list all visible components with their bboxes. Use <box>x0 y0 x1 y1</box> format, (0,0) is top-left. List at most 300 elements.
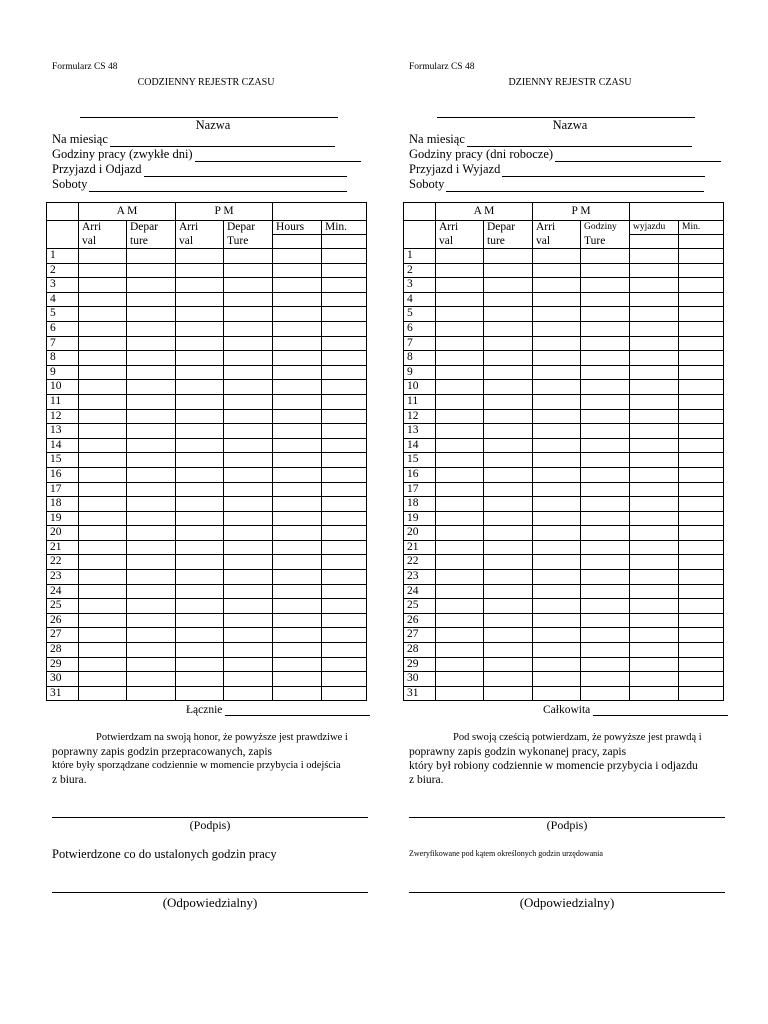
time-entry-cell[interactable] <box>273 628 322 643</box>
time-entry-cell[interactable] <box>630 351 679 366</box>
time-entry-cell[interactable] <box>581 584 630 599</box>
time-entry-cell[interactable] <box>127 365 176 380</box>
time-entry-cell[interactable] <box>436 686 484 701</box>
time-entry-cell[interactable] <box>679 336 724 351</box>
time-entry-cell[interactable] <box>273 409 322 424</box>
time-entry-cell[interactable] <box>581 686 630 701</box>
time-entry-cell[interactable] <box>581 657 630 672</box>
time-entry-cell[interactable] <box>679 482 724 497</box>
time-entry-cell[interactable] <box>322 438 367 453</box>
time-entry-cell[interactable] <box>224 321 273 336</box>
total-field[interactable] <box>186 704 370 716</box>
time-entry-cell[interactable] <box>127 497 176 512</box>
time-entry-cell[interactable] <box>679 365 724 380</box>
time-entry-cell[interactable] <box>679 249 724 264</box>
time-entry-cell[interactable] <box>176 365 224 380</box>
time-entry-cell[interactable] <box>127 307 176 322</box>
time-entry-cell[interactable] <box>176 278 224 293</box>
field-arrival-departure-line[interactable] <box>502 166 705 177</box>
time-entry-cell[interactable] <box>224 555 273 570</box>
field-work-hours-line[interactable] <box>195 151 361 162</box>
time-entry-cell[interactable] <box>533 643 581 658</box>
time-entry-cell[interactable] <box>127 643 176 658</box>
time-entry-cell[interactable] <box>484 438 533 453</box>
time-entry-cell[interactable] <box>79 686 127 701</box>
time-entry-cell[interactable] <box>79 278 127 293</box>
time-entry-cell[interactable] <box>79 511 127 526</box>
time-entry-cell[interactable] <box>273 686 322 701</box>
time-entry-cell[interactable] <box>630 409 679 424</box>
time-entry-cell[interactable] <box>533 365 581 380</box>
time-entry-cell[interactable] <box>273 672 322 687</box>
time-entry-cell[interactable] <box>224 686 273 701</box>
time-entry-cell[interactable] <box>436 453 484 468</box>
time-entry-cell[interactable] <box>630 584 679 599</box>
time-entry-cell[interactable] <box>322 672 367 687</box>
time-entry-cell[interactable] <box>533 263 581 278</box>
time-entry-cell[interactable] <box>273 394 322 409</box>
time-entry-cell[interactable] <box>581 540 630 555</box>
time-entry-cell[interactable] <box>630 365 679 380</box>
time-entry-cell[interactable] <box>127 657 176 672</box>
time-entry-cell[interactable] <box>176 409 224 424</box>
time-entry-cell[interactable] <box>436 657 484 672</box>
time-entry-cell[interactable] <box>436 278 484 293</box>
time-entry-cell[interactable] <box>679 584 724 599</box>
time-entry-cell[interactable] <box>436 570 484 585</box>
time-entry-cell[interactable] <box>630 511 679 526</box>
time-entry-cell[interactable] <box>79 409 127 424</box>
time-entry-cell[interactable] <box>533 482 581 497</box>
time-entry-cell[interactable] <box>581 438 630 453</box>
time-entry-cell[interactable] <box>127 438 176 453</box>
time-entry-cell[interactable] <box>176 599 224 614</box>
time-entry-cell[interactable] <box>176 263 224 278</box>
time-entry-cell[interactable] <box>679 511 724 526</box>
time-entry-cell[interactable] <box>581 467 630 482</box>
time-entry-cell[interactable] <box>322 453 367 468</box>
time-entry-cell[interactable] <box>79 365 127 380</box>
time-entry-cell[interactable] <box>484 555 533 570</box>
time-entry-cell[interactable] <box>322 278 367 293</box>
time-entry-cell[interactable] <box>630 380 679 395</box>
time-entry-cell[interactable] <box>533 613 581 628</box>
time-entry-cell[interactable] <box>679 613 724 628</box>
time-entry-cell[interactable] <box>581 249 630 264</box>
time-entry-cell[interactable] <box>533 249 581 264</box>
time-entry-cell[interactable] <box>176 540 224 555</box>
time-entry-cell[interactable] <box>79 380 127 395</box>
time-entry-cell[interactable] <box>224 351 273 366</box>
time-entry-cell[interactable] <box>679 628 724 643</box>
time-entry-cell[interactable] <box>176 526 224 541</box>
time-entry-cell[interactable] <box>273 555 322 570</box>
time-entry-cell[interactable] <box>224 628 273 643</box>
time-entry-cell[interactable] <box>273 365 322 380</box>
time-entry-cell[interactable] <box>581 263 630 278</box>
time-entry-cell[interactable] <box>436 394 484 409</box>
time-entry-cell[interactable] <box>484 351 533 366</box>
total-line[interactable] <box>593 705 728 716</box>
time-entry-cell[interactable] <box>533 307 581 322</box>
time-entry-cell[interactable] <box>533 380 581 395</box>
time-entry-cell[interactable] <box>484 263 533 278</box>
time-entry-cell[interactable] <box>273 467 322 482</box>
time-entry-cell[interactable] <box>224 511 273 526</box>
time-entry-cell[interactable] <box>79 321 127 336</box>
time-entry-cell[interactable] <box>273 657 322 672</box>
time-entry-cell[interactable] <box>581 336 630 351</box>
time-entry-cell[interactable] <box>581 672 630 687</box>
time-entry-cell[interactable] <box>581 482 630 497</box>
time-entry-cell[interactable] <box>79 555 127 570</box>
time-entry-cell[interactable] <box>533 497 581 512</box>
time-entry-cell[interactable] <box>484 613 533 628</box>
time-entry-cell[interactable] <box>322 643 367 658</box>
time-entry-cell[interactable] <box>436 438 484 453</box>
time-entry-cell[interactable] <box>630 249 679 264</box>
time-entry-cell[interactable] <box>273 613 322 628</box>
time-entry-cell[interactable] <box>630 540 679 555</box>
time-entry-cell[interactable] <box>127 453 176 468</box>
time-entry-cell[interactable] <box>127 278 176 293</box>
time-entry-cell[interactable] <box>127 540 176 555</box>
time-entry-cell[interactable] <box>630 336 679 351</box>
time-entry-cell[interactable] <box>436 584 484 599</box>
time-entry-cell[interactable] <box>224 570 273 585</box>
time-entry-cell[interactable] <box>127 467 176 482</box>
time-entry-cell[interactable] <box>79 526 127 541</box>
time-entry-cell[interactable] <box>176 321 224 336</box>
time-entry-cell[interactable] <box>581 526 630 541</box>
time-entry-cell[interactable] <box>484 249 533 264</box>
responsible-line[interactable] <box>52 892 368 893</box>
time-entry-cell[interactable] <box>127 292 176 307</box>
time-entry-cell[interactable] <box>484 394 533 409</box>
time-entry-cell[interactable] <box>176 351 224 366</box>
time-entry-cell[interactable] <box>630 278 679 293</box>
time-entry-cell[interactable] <box>679 380 724 395</box>
time-entry-cell[interactable] <box>273 540 322 555</box>
time-entry-cell[interactable] <box>322 599 367 614</box>
time-entry-cell[interactable] <box>581 351 630 366</box>
time-entry-cell[interactable] <box>224 540 273 555</box>
time-entry-cell[interactable] <box>322 394 367 409</box>
time-entry-cell[interactable] <box>176 686 224 701</box>
time-entry-cell[interactable] <box>176 307 224 322</box>
responsible-line[interactable] <box>409 892 725 893</box>
time-entry-cell[interactable] <box>436 351 484 366</box>
time-entry-cell[interactable] <box>322 467 367 482</box>
time-entry-cell[interactable] <box>436 263 484 278</box>
time-entry-cell[interactable] <box>273 351 322 366</box>
time-entry-cell[interactable] <box>436 292 484 307</box>
time-entry-cell[interactable] <box>127 570 176 585</box>
time-entry-cell[interactable] <box>322 526 367 541</box>
time-entry-cell[interactable] <box>79 584 127 599</box>
time-entry-cell[interactable] <box>436 482 484 497</box>
field-work-hours[interactable] <box>52 147 361 162</box>
field-work-hours[interactable] <box>409 147 721 162</box>
field-arrival-departure[interactable] <box>52 162 347 177</box>
time-entry-cell[interactable] <box>322 584 367 599</box>
time-entry-cell[interactable] <box>581 321 630 336</box>
time-entry-cell[interactable] <box>533 686 581 701</box>
time-entry-cell[interactable] <box>127 613 176 628</box>
time-entry-cell[interactable] <box>436 643 484 658</box>
time-entry-cell[interactable] <box>273 497 322 512</box>
time-entry-cell[interactable] <box>436 365 484 380</box>
time-entry-cell[interactable] <box>79 292 127 307</box>
time-entry-cell[interactable] <box>176 613 224 628</box>
time-entry-cell[interactable] <box>322 555 367 570</box>
time-entry-cell[interactable] <box>436 628 484 643</box>
time-entry-cell[interactable] <box>224 467 273 482</box>
time-entry-cell[interactable] <box>679 643 724 658</box>
time-entry-cell[interactable] <box>436 540 484 555</box>
time-entry-cell[interactable] <box>630 292 679 307</box>
time-entry-cell[interactable] <box>581 380 630 395</box>
time-entry-cell[interactable] <box>79 351 127 366</box>
total-field[interactable] <box>543 704 728 716</box>
time-entry-cell[interactable] <box>679 307 724 322</box>
time-entry-cell[interactable] <box>630 526 679 541</box>
time-entry-cell[interactable] <box>224 249 273 264</box>
time-entry-cell[interactable] <box>273 278 322 293</box>
time-entry-cell[interactable] <box>322 365 367 380</box>
time-entry-cell[interactable] <box>176 657 224 672</box>
time-entry-cell[interactable] <box>679 409 724 424</box>
field-month[interactable] <box>409 132 692 147</box>
time-entry-cell[interactable] <box>484 307 533 322</box>
time-entry-cell[interactable] <box>224 424 273 439</box>
time-entry-cell[interactable] <box>273 380 322 395</box>
time-entry-cell[interactable] <box>630 628 679 643</box>
time-entry-cell[interactable] <box>630 657 679 672</box>
time-entry-cell[interactable] <box>581 570 630 585</box>
time-entry-cell[interactable] <box>322 336 367 351</box>
field-saturdays-line[interactable] <box>89 181 347 192</box>
time-entry-cell[interactable] <box>224 453 273 468</box>
time-entry-cell[interactable] <box>630 467 679 482</box>
time-entry-cell[interactable] <box>679 351 724 366</box>
time-entry-cell[interactable] <box>630 482 679 497</box>
time-entry-cell[interactable] <box>630 555 679 570</box>
time-entry-cell[interactable] <box>176 424 224 439</box>
time-entry-cell[interactable] <box>79 482 127 497</box>
time-entry-cell[interactable] <box>533 438 581 453</box>
time-entry-cell[interactable] <box>79 570 127 585</box>
field-month-line[interactable] <box>467 136 692 147</box>
time-entry-cell[interactable] <box>679 292 724 307</box>
time-entry-cell[interactable] <box>484 278 533 293</box>
time-entry-cell[interactable] <box>79 613 127 628</box>
time-entry-cell[interactable] <box>679 599 724 614</box>
time-entry-cell[interactable] <box>79 453 127 468</box>
time-entry-cell[interactable] <box>484 497 533 512</box>
time-entry-cell[interactable] <box>484 540 533 555</box>
time-entry-cell[interactable] <box>273 321 322 336</box>
time-entry-cell[interactable] <box>581 278 630 293</box>
time-entry-cell[interactable] <box>322 409 367 424</box>
time-entry-cell[interactable] <box>679 321 724 336</box>
time-entry-cell[interactable] <box>79 263 127 278</box>
time-entry-cell[interactable] <box>533 278 581 293</box>
time-entry-cell[interactable] <box>322 497 367 512</box>
time-entry-cell[interactable] <box>533 321 581 336</box>
time-entry-cell[interactable] <box>273 599 322 614</box>
time-entry-cell[interactable] <box>273 511 322 526</box>
time-entry-cell[interactable] <box>630 438 679 453</box>
time-entry-cell[interactable] <box>533 467 581 482</box>
time-entry-cell[interactable] <box>484 643 533 658</box>
time-entry-cell[interactable] <box>273 526 322 541</box>
time-entry-cell[interactable] <box>176 394 224 409</box>
time-entry-cell[interactable] <box>484 482 533 497</box>
time-entry-cell[interactable] <box>533 599 581 614</box>
time-entry-cell[interactable] <box>127 511 176 526</box>
time-entry-cell[interactable] <box>79 643 127 658</box>
time-entry-cell[interactable] <box>436 511 484 526</box>
time-entry-cell[interactable] <box>127 409 176 424</box>
time-entry-cell[interactable] <box>484 424 533 439</box>
time-entry-cell[interactable] <box>273 643 322 658</box>
time-entry-cell[interactable] <box>322 686 367 701</box>
time-entry-cell[interactable] <box>322 380 367 395</box>
time-entry-cell[interactable] <box>176 380 224 395</box>
time-entry-cell[interactable] <box>533 555 581 570</box>
time-entry-cell[interactable] <box>484 672 533 687</box>
time-entry-cell[interactable] <box>581 307 630 322</box>
time-entry-cell[interactable] <box>630 263 679 278</box>
field-month[interactable] <box>52 132 335 147</box>
time-entry-cell[interactable] <box>224 643 273 658</box>
time-entry-cell[interactable] <box>273 292 322 307</box>
time-entry-cell[interactable] <box>127 249 176 264</box>
time-entry-cell[interactable] <box>484 584 533 599</box>
time-entry-cell[interactable] <box>581 424 630 439</box>
time-entry-cell[interactable] <box>533 409 581 424</box>
time-entry-cell[interactable] <box>273 570 322 585</box>
time-entry-cell[interactable] <box>322 540 367 555</box>
time-entry-cell[interactable] <box>127 394 176 409</box>
time-entry-cell[interactable] <box>533 424 581 439</box>
time-entry-cell[interactable] <box>581 453 630 468</box>
time-entry-cell[interactable] <box>630 394 679 409</box>
time-entry-cell[interactable] <box>79 657 127 672</box>
time-entry-cell[interactable] <box>224 672 273 687</box>
time-entry-cell[interactable] <box>581 613 630 628</box>
time-entry-cell[interactable] <box>533 672 581 687</box>
time-entry-cell[interactable] <box>630 599 679 614</box>
time-entry-cell[interactable] <box>436 380 484 395</box>
time-entry-cell[interactable] <box>127 555 176 570</box>
time-entry-cell[interactable] <box>176 336 224 351</box>
time-entry-cell[interactable] <box>581 511 630 526</box>
time-entry-cell[interactable] <box>581 409 630 424</box>
time-entry-cell[interactable] <box>127 424 176 439</box>
time-entry-cell[interactable] <box>224 394 273 409</box>
time-entry-cell[interactable] <box>533 351 581 366</box>
time-entry-cell[interactable] <box>581 643 630 658</box>
time-entry-cell[interactable] <box>484 570 533 585</box>
time-entry-cell[interactable] <box>484 628 533 643</box>
time-entry-cell[interactable] <box>224 497 273 512</box>
time-entry-cell[interactable] <box>630 307 679 322</box>
time-entry-cell[interactable] <box>224 307 273 322</box>
time-entry-cell[interactable] <box>679 453 724 468</box>
time-entry-cell[interactable] <box>484 380 533 395</box>
time-entry-cell[interactable] <box>630 686 679 701</box>
time-entry-cell[interactable] <box>176 511 224 526</box>
time-entry-cell[interactable] <box>127 482 176 497</box>
time-entry-cell[interactable] <box>533 336 581 351</box>
time-entry-cell[interactable] <box>224 336 273 351</box>
time-entry-cell[interactable] <box>436 409 484 424</box>
time-entry-cell[interactable] <box>322 511 367 526</box>
time-entry-cell[interactable] <box>533 292 581 307</box>
time-entry-cell[interactable] <box>679 424 724 439</box>
time-entry-cell[interactable] <box>176 482 224 497</box>
time-entry-cell[interactable] <box>322 424 367 439</box>
time-entry-cell[interactable] <box>436 555 484 570</box>
time-entry-cell[interactable] <box>224 409 273 424</box>
field-work-hours-line[interactable] <box>555 151 721 162</box>
time-entry-cell[interactable] <box>79 307 127 322</box>
time-entry-cell[interactable] <box>127 526 176 541</box>
time-entry-cell[interactable] <box>322 628 367 643</box>
time-entry-cell[interactable] <box>679 686 724 701</box>
time-entry-cell[interactable] <box>322 657 367 672</box>
time-entry-cell[interactable] <box>322 351 367 366</box>
time-entry-cell[interactable] <box>273 249 322 264</box>
time-entry-cell[interactable] <box>224 380 273 395</box>
time-entry-cell[interactable] <box>679 672 724 687</box>
time-entry-cell[interactable] <box>224 482 273 497</box>
time-entry-cell[interactable] <box>127 380 176 395</box>
time-entry-cell[interactable] <box>322 307 367 322</box>
time-entry-cell[interactable] <box>630 570 679 585</box>
time-entry-cell[interactable] <box>679 555 724 570</box>
field-month-line[interactable] <box>110 136 335 147</box>
time-entry-cell[interactable] <box>436 424 484 439</box>
time-entry-cell[interactable] <box>176 292 224 307</box>
time-entry-cell[interactable] <box>484 292 533 307</box>
time-entry-cell[interactable] <box>679 467 724 482</box>
time-entry-cell[interactable] <box>436 613 484 628</box>
time-entry-cell[interactable] <box>581 292 630 307</box>
time-entry-cell[interactable] <box>630 643 679 658</box>
time-entry-cell[interactable] <box>484 467 533 482</box>
time-entry-cell[interactable] <box>273 584 322 599</box>
time-entry-cell[interactable] <box>533 526 581 541</box>
time-entry-cell[interactable] <box>436 249 484 264</box>
time-entry-cell[interactable] <box>224 263 273 278</box>
time-entry-cell[interactable] <box>273 453 322 468</box>
field-arrival-departure[interactable] <box>409 162 705 177</box>
time-entry-cell[interactable] <box>224 292 273 307</box>
time-entry-cell[interactable] <box>273 307 322 322</box>
time-entry-cell[interactable] <box>533 511 581 526</box>
time-entry-cell[interactable] <box>436 307 484 322</box>
time-entry-cell[interactable] <box>79 438 127 453</box>
time-entry-cell[interactable] <box>224 526 273 541</box>
time-entry-cell[interactable] <box>533 540 581 555</box>
time-entry-cell[interactable] <box>436 497 484 512</box>
time-entry-cell[interactable] <box>533 394 581 409</box>
time-entry-cell[interactable] <box>630 497 679 512</box>
time-entry-cell[interactable] <box>176 555 224 570</box>
